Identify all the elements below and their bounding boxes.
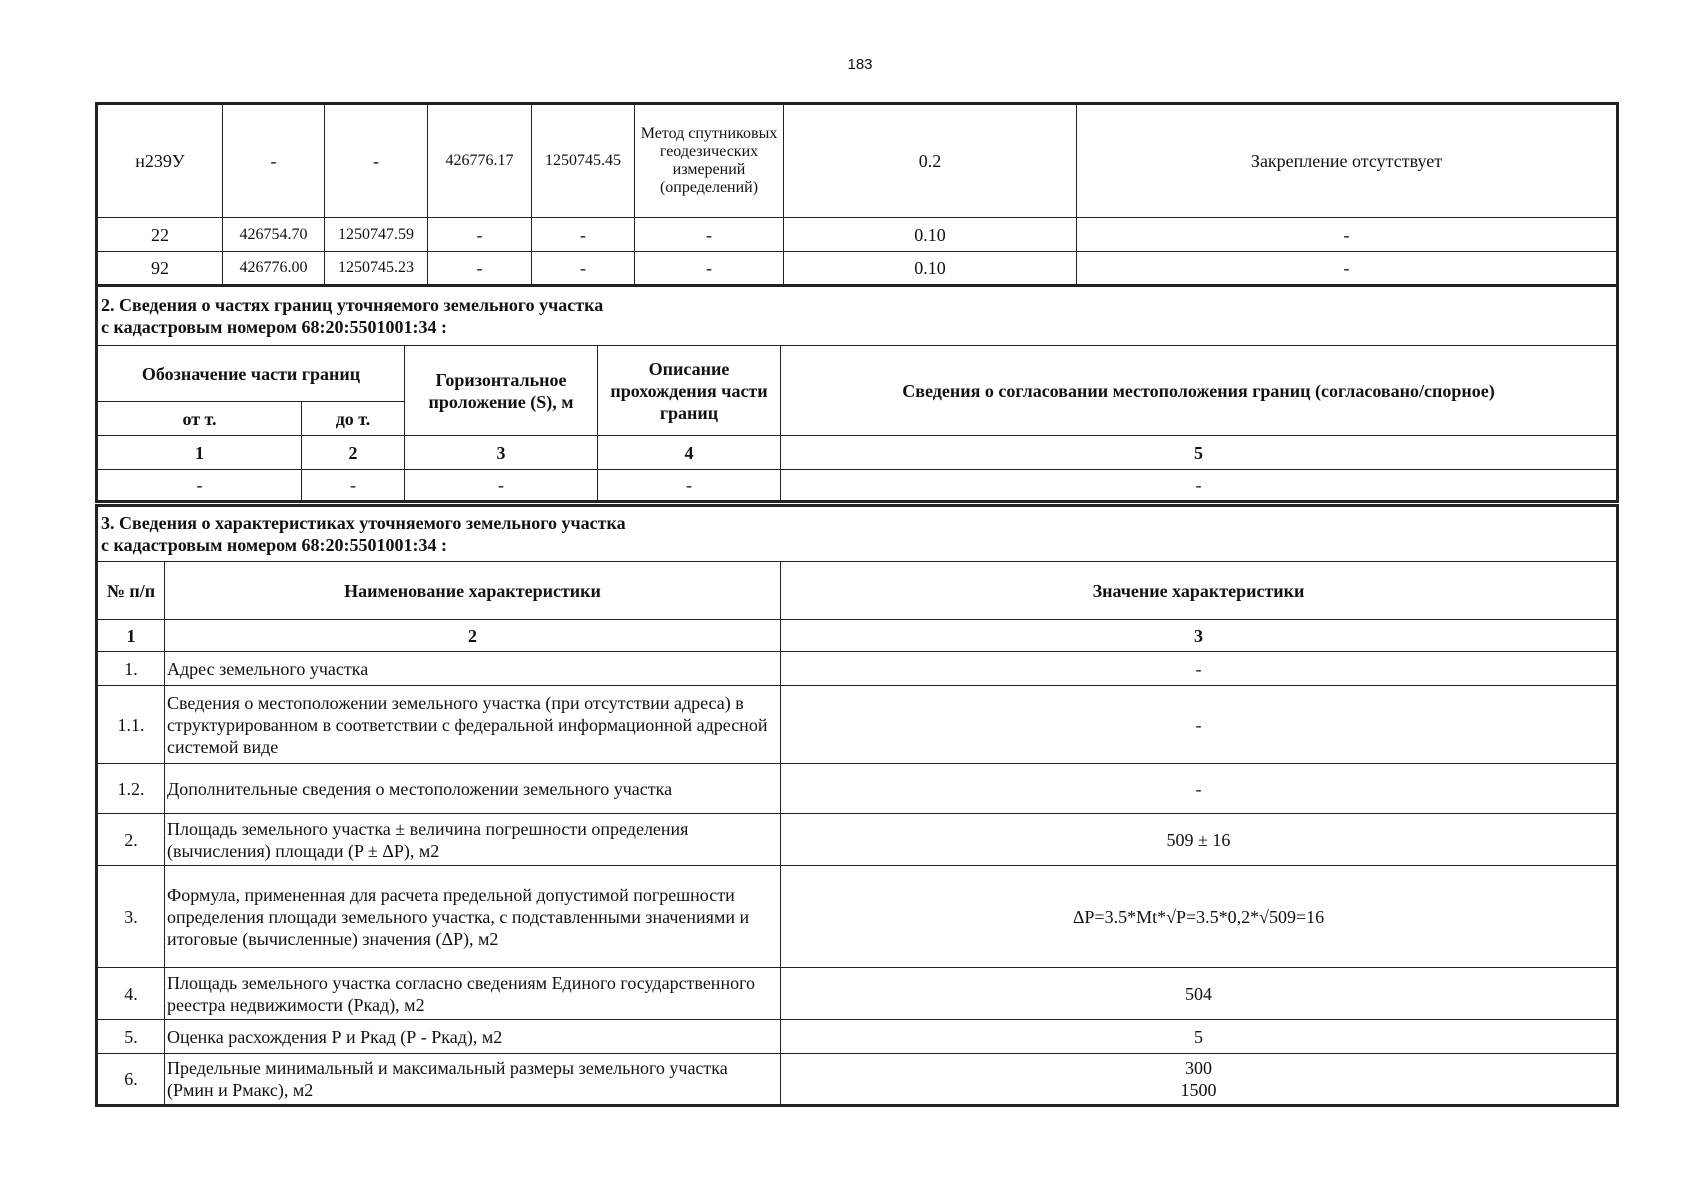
header-designation: Обозначение части границ xyxy=(97,346,405,402)
fixation-cell: Закрепление отсутствует xyxy=(1077,104,1618,218)
boundary-parts-block xyxy=(95,284,1619,503)
section-2-title-line1: 2. Сведения о частях границ уточняемого земельного участка xyxy=(101,295,604,315)
column-number: 3 xyxy=(781,620,1618,652)
row-number: 1.2. xyxy=(97,764,165,814)
table-row xyxy=(97,104,1618,218)
table-cell: - xyxy=(428,218,532,252)
table-row xyxy=(97,866,1618,968)
characteristic-value: ΔP=3.5*Mt*√P=3.5*0,2*√509=16 xyxy=(781,866,1618,968)
header-value: Значение характеристики xyxy=(781,562,1618,620)
table-row xyxy=(97,252,1618,286)
header-agreement: Сведения о согласовании местоположения границ (согласовано/спорное) xyxy=(781,346,1618,436)
table-cell: - xyxy=(405,470,598,502)
table-row xyxy=(97,968,1618,1020)
table-row xyxy=(97,686,1618,764)
table-cell: - xyxy=(97,470,302,502)
header-description: Описание прохождения части границ xyxy=(598,346,781,436)
page-number: 183 xyxy=(847,56,873,73)
header-name: Наименование характеристики xyxy=(165,562,781,620)
column-number-row xyxy=(97,436,1618,470)
points-table xyxy=(95,102,1619,287)
point-name: 92 xyxy=(97,252,223,286)
characteristic-value: 509 ± 16 xyxy=(781,814,1618,866)
boundary-parts-table xyxy=(95,284,1619,503)
row-number: 3. xyxy=(97,866,165,968)
table-cell: - xyxy=(781,470,1618,502)
point-name: 22 xyxy=(97,218,223,252)
characteristic-name: Сведения о местоположении земельного участка (при отсутствии адреса) в структурированном в соответствии с федеральной информационной адресной системой виде xyxy=(165,686,781,764)
point-name: н239У xyxy=(97,104,223,218)
characteristic-name: Площадь земельного участка согласно сведениям Единого государственного реестра недвижимости (Ркад), м2 xyxy=(165,968,781,1020)
table-cell: - xyxy=(1077,252,1618,286)
table-cell: - xyxy=(1077,218,1618,252)
table-cell: 0.10 xyxy=(784,218,1077,252)
column-number: 2 xyxy=(165,620,781,652)
header-num: № п/п xyxy=(97,562,165,620)
column-number: 1 xyxy=(97,436,302,470)
characteristic-value: - xyxy=(781,764,1618,814)
row-number: 2. xyxy=(97,814,165,866)
max-size-value: 1500 xyxy=(1180,1080,1217,1100)
table-cell: - xyxy=(325,104,428,218)
table-cell: 1250745.45 xyxy=(532,104,635,218)
characteristic-value: 5 xyxy=(781,1020,1618,1054)
section-3-title xyxy=(97,506,1618,562)
table-cell: - xyxy=(532,252,635,286)
column-number: 1 xyxy=(97,620,165,652)
table-row xyxy=(97,814,1618,866)
characteristic-name: Оценка расхождения Р и Ркад (Р - Ркад), м2 xyxy=(165,1020,781,1054)
table-cell: - xyxy=(635,218,784,252)
characteristics-table xyxy=(95,504,1619,1107)
column-number: 2 xyxy=(302,436,405,470)
characteristic-name: Дополнительные сведения о местоположении земельного участка xyxy=(165,764,781,814)
points-table-block xyxy=(95,102,1619,287)
row-number: 1.1. xyxy=(97,686,165,764)
table-cell: - xyxy=(598,470,781,502)
table-cell: 426776.00 xyxy=(223,252,325,286)
table-cell: - xyxy=(532,218,635,252)
row-number: 4. xyxy=(97,968,165,1020)
section-2-title-line2: с кадастровым номером 68:20:5501001:34 : xyxy=(101,317,448,337)
table-row xyxy=(97,218,1618,252)
table-row xyxy=(97,1020,1618,1054)
column-number: 5 xyxy=(781,436,1618,470)
table-cell: 0.2 xyxy=(784,104,1077,218)
row-number: 5. xyxy=(97,1020,165,1054)
table-cell: - xyxy=(635,252,784,286)
header-horizontal: Горизонтальное проложение (S), м xyxy=(405,346,598,436)
row-number: 1. xyxy=(97,652,165,686)
table-cell: - xyxy=(428,252,532,286)
table-row xyxy=(97,764,1618,814)
characteristic-value: - xyxy=(781,652,1618,686)
characteristic-name: Предельные минимальный и максимальный размеры земельного участка (Рмин и Рмакс), м2 xyxy=(165,1054,781,1106)
table-row xyxy=(97,470,1618,502)
header-from: от т. xyxy=(97,402,302,436)
table-cell: 0.10 xyxy=(784,252,1077,286)
characteristics-block xyxy=(95,504,1619,1107)
table-row xyxy=(97,1054,1618,1106)
row-number: 6. xyxy=(97,1054,165,1106)
table-cell: - xyxy=(302,470,405,502)
column-number: 3 xyxy=(405,436,598,470)
min-size-value: 300 xyxy=(1185,1058,1212,1078)
table-cell: 1250747.59 xyxy=(325,218,428,252)
method-cell: Метод спутниковых геодезических измерений (определений) xyxy=(635,104,784,218)
characteristic-value: - xyxy=(781,686,1618,764)
characteristic-name: Формула, примененная для расчета предельной допустимой погрешности определения площади земельного участка, с подставленными значениями и итоговые (вычисленные) значения (ΔP), м2 xyxy=(165,866,781,968)
characteristic-value: 504 xyxy=(781,968,1618,1020)
characteristic-name: Площадь земельного участка ± величина погрешности определения (вычисления) площади (P ± ΔP), м2 xyxy=(165,814,781,866)
section-2-title xyxy=(97,286,1618,346)
table-cell: - xyxy=(223,104,325,218)
table-cell: 426754.70 xyxy=(223,218,325,252)
column-number: 4 xyxy=(598,436,781,470)
header-to: до т. xyxy=(302,402,405,436)
column-number-row xyxy=(97,620,1618,652)
section-3-title-line2: с кадастровым номером 68:20:5501001:34 : xyxy=(101,535,448,555)
table-cell: 426776.17 xyxy=(428,104,532,218)
characteristic-value xyxy=(781,1054,1618,1106)
table-cell: 1250745.23 xyxy=(325,252,428,286)
characteristic-name: Адрес земельного участка xyxy=(165,652,781,686)
table-row xyxy=(97,652,1618,686)
section-3-title-line1: 3. Сведения о характеристиках уточняемого земельного участка xyxy=(101,513,626,533)
